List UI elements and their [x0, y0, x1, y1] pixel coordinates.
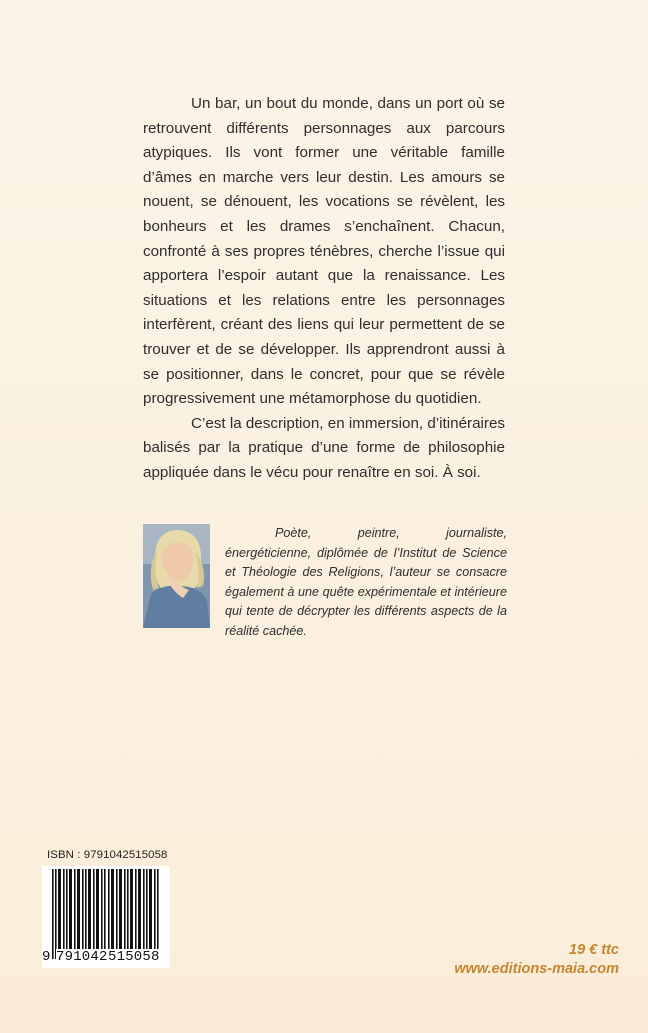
barcode-digits-left: 791042	[56, 949, 108, 965]
barcode-digits-right: 515058	[108, 949, 160, 965]
author-photo	[143, 524, 210, 628]
back-cover-blurb	[143, 92, 505, 486]
barcode-digit-prefix: 9	[42, 949, 51, 965]
blurb-paragraph-2: C’est la description, en immersion, d’itinéraires balisés par la pratique d’une forme de philosophie appliquée dans le vécu pour renaître en soi. À soi.	[143, 414, 505, 481]
price-label: 19 € ttc	[569, 942, 619, 958]
isbn-label: ISBN : 9791042515058	[47, 849, 168, 861]
publisher-website: www.editions-maia.com	[454, 961, 619, 977]
author-section	[143, 524, 507, 638]
author-bio: Poète, peintre, journaliste, énergéticienne, diplômée de l’Institut de Science et Théologie des Religions, l’auteur se consacre également à une quête expérimentale et intérieure qui tente de décrypter les différents aspects de la réalité cachée.	[225, 526, 507, 638]
barcode-digits	[42, 948, 170, 968]
blurb-paragraph-1: Un bar, un bout du monde, dans un port où se retrouvent différents personnages aux parcours atypiques. Ils vont former une véritable famille d’âmes en marche vers leur destin. Les amours se nouent, se dénouent, les vocations se révèlent, les bonheurs et les drames s’enchaînent. Chacun, confronté à ses propres ténèbres, cherche l’issue qui apportera l’espoir autant que la renaissance. Les situations et les relations entre les personnages interfèrent, créant des liens qui leur permettent de se trouver et de se développer. Ils apprendront aussi à se positionner, dans le concret, pour que se révèle progressivement une métamorphose du quotidien.	[143, 95, 505, 408]
